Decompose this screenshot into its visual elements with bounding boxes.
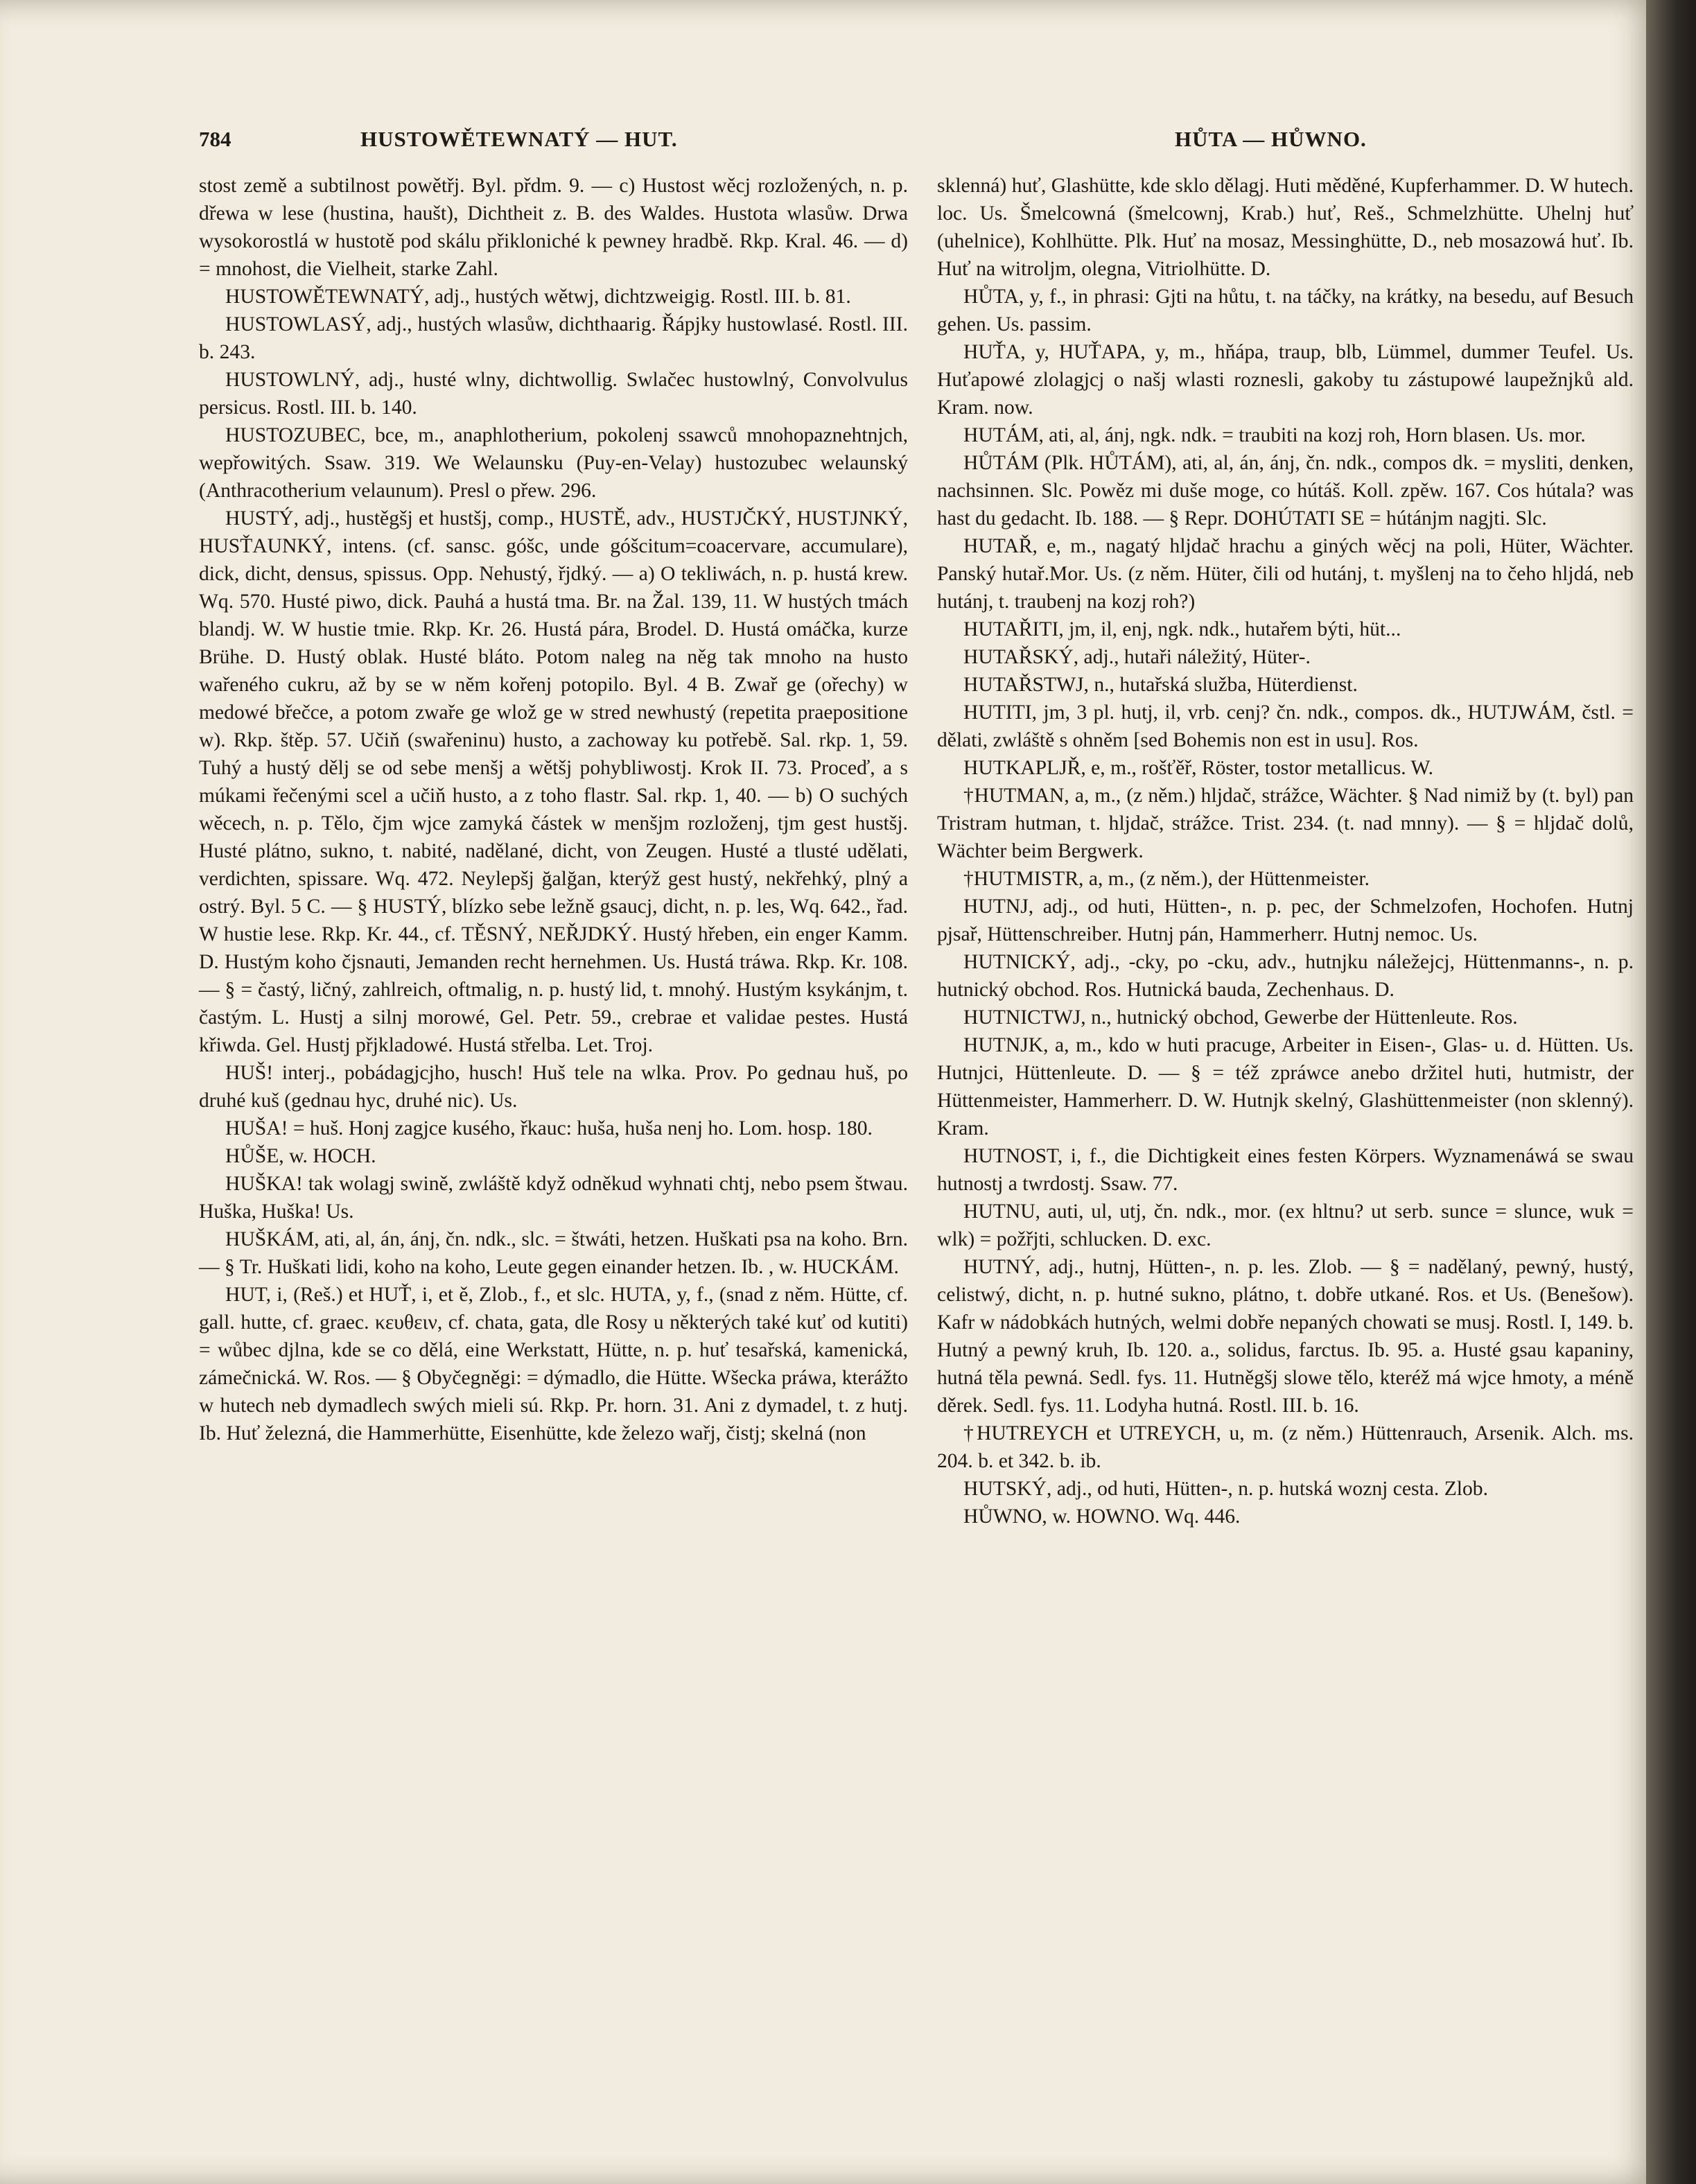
entry-hutam-slc: HŮTÁM (Plk. HŮTÁM), ati, al, án, ánj, čn. ndk., compos dk. = mysliti, denken, nachsinnen. Slc. Powěz mi duše moge, co hútáš. Koll. zpěw. 167. Cos hútala? was hast du gedacht. Ib. 188. — § Repr. DOHÚTATI SE = hútánjm nagjti. Slc.: [937, 452, 1634, 530]
entry-hustowlasy: HUSTOWLASÝ, adj., hustých wlasůw, dichthaarig. Řápjky hustowlasé. Rostl. III. b. 243.: [199, 313, 908, 363]
entry-huse: HŮŠE, w. HOCH.: [225, 1145, 376, 1167]
entry-hutsky: HUTSKÝ, adj., od huti, Hütten-, n. p. hutská woznj cesta. Zlob.: [963, 1478, 1488, 1500]
running-head-right: HŮTA — HŮWNO.: [1175, 127, 1367, 151]
left-column: [199, 172, 908, 1447]
right-column: [937, 172, 1634, 1530]
entry-hutarstwj: HUTAŘSTWJ, n., hutařská služba, Hüterdienst.: [963, 674, 1358, 696]
entry-huska: HUŠKA! tak wolagj swině, zwláště když odněkud wyhnati chtj, nebo psem štwau. Huška, Huška! Us.: [199, 1173, 908, 1223]
entry-hutnictwj: HUTNICTWJ, n., hutnický obchod, Gewerbe der Hüttenleute. Ros.: [963, 1006, 1518, 1029]
entry-hustozubec: HUSTOZUBEC, bce, m., anaphlotherium, pokolenj ssawců mnohopaznehtnjch, wepřowitých. Ssaw. 319. We Welaunsku (Puy-en-Velay) hustozubec welaunský (Anthracotherium velaunum). Presl o přew. 296.: [199, 424, 908, 502]
entry-hus: HUŠ! interj., pobádagjcjho, husch! Huš tele na wlka. Prov. Po gednau huš, po druhé kuš (gednau hyc, druhé nic). Us.: [199, 1062, 908, 1112]
entry-hutam: HUTÁM, ati, al, ánj, ngk. ndk. = traubiti na kozj roh, Horn blasen. Us. mor.: [963, 424, 1586, 446]
entry-hutnicky: HUTNICKÝ, adj., -cky, po -cku, adv., hutnjku náležejcj, Hüttenmanns-, n. p. hutnický obchod. Ros. Hutnická bauda, Zechenhaus. D.: [937, 951, 1634, 1001]
entry-hutny: HUTNÝ, adj., hutnj, Hütten-, n. p. les. Zlob. — § = nadělaný, pewný, hustý, celistwý, dicht, n. p. hutné sukno, plátno, t. dobře utkané. Ros. et Us. (Benešow). Kafr w nádobkách hutných, welmi dobře nepaných chowati se musj. Rostl. I, 149. b. Hutný a pewný kruh, Ib. 120. a., solidus, farctus. Ib. 95. a. Husté gsau kapaniny, hutná těla pewná. Sedl. fys. 11. Hutněgšj slowe tělo, kteréž má wjce hmoty, a méně děrek. Sedl. fys. 11. Lodyha hutná. Rostl. III. b. 16.: [937, 1256, 1634, 1417]
running-head-left: HUSTOWĚTEWNATÝ — HUT.: [360, 127, 678, 151]
entry-hustowetewnaty: HUSTOWĚTEWNATÝ, adj., hustých wětwj, dichtzweigig. Rostl. III. b. 81.: [225, 286, 851, 308]
entry-hutar: HUTAŘ, e, m., nagatý hljdač hrachu a giných wěcj na poli, Hüter, Wächter. Panský hutař.Mor. Us. (z něm. Hüter, čili od hutánj, t. myšlenj na to čeho hljdá, neb hutánj, t. traubenj na kozj roh?): [937, 535, 1634, 613]
entry-huwno: HŮWNO, w. HOWNO. Wq. 446.: [963, 1505, 1241, 1528]
entry-hutman: †HUTMAN, a, m., (z něm.) hljdač, strážce, Wächter. § Nad nimiž by (t. byl) pan Tristram hutman, t. hljdač, strážce. Trist. 234. (t. nad mnny). — § = hljdač dolů, Wächter beim Bergwerk.: [937, 785, 1634, 862]
entry-hutariti: HUTAŘITI, jm, il, enj, ngk. ndk., hutařem býti, hüt...: [963, 618, 1401, 640]
page-number: 784: [199, 127, 231, 151]
entry-hutkaplir: HUTKAPLJŘ, e, m., rošťěř, Röster, tostor metallicus. W.: [963, 757, 1434, 779]
entry-husa: HUŠA! = huš. Honj zagjce kusého, řkauc: huša, huša nenj ho. Lom. hosp. 180.: [225, 1117, 873, 1139]
entry-hut: HUT, i, (Reš.) et HUŤ, i, et ě, Zlob., f., et slc. HUTA, y, f., (snad z něm. Hütte, cf. gall. hutte, cf. graec. κευθειν, cf. chata, gata, dle Rosy u některých také kuť od kutiti) = wůbec djlna, kde se co dělá, eine Werkstatt, Hütte, n. p. huť tesařská, kamenická, zámečnická. W. Ros. — § Obyčegněgi: = dýmadlo, die Hütte. Wšecka práwa, kterážto w hutech neb dymadlech swých mieli sú. Rkp. Pr. horn. 31. Ani z dymadel, t. z hutj. Ib. Huť železná, die Hammerhütte, Eisenhütte, kde železo wařj, čistj; skelná (non: [199, 1284, 908, 1444]
entry-huta: HŮTA, y, f., in phrasi: Gjti na hůtu, t. na táčky, na krátky, na besedu, auf Besuch gehen. Us. passim.: [937, 286, 1634, 335]
entry-hustowlny: HUSTOWLNÝ, adj., husté wlny, dichtwollig. Swlačec hustowlný, Convolvulus persicus. Rostl. III. b. 140.: [199, 369, 908, 419]
entry-hutarsky: HUTAŘSKÝ, adj., hutaři náležitý, Hüter-.: [963, 646, 1311, 668]
entry-hutapa: HUŤA, y, HUŤAPA, y, m., hňápa, traup, blb, Lümmel, dummer Teufel. Us. Huťapowé zlolagjcj o našj wlasti roznesli, gakoby tu zástupowé laupežnjků ald. Kram. now.: [937, 341, 1634, 419]
entry-hutmistr: †HUTMISTR, a, m., (z něm.), der Hüttenmeister.: [963, 868, 1370, 890]
entry-hutiti: HUTITI, jm, 3 pl. hutj, il, vrb. cenj? čn. ndk., compos. dk., HUTJWÁM, čstl. = dělati, zwláště s ohněm [sed Bohemis non est in usu]. Ros.: [937, 701, 1634, 751]
entry-hutnost: HUTNOST, i, f., die Dichtigkeit eines festen Körpers. Wyznamenáwá se swau hutnostj a twrdostj. Ssaw. 77.: [937, 1145, 1634, 1195]
entry-continuation: sklenná) huť, Glashütte, kde sklo dělagj. Huti měděné, Kupferhammer. D. W hutech. loc. Us. Šmelcowná (šmelcownj, Krab.) huť, Reš., Schmelzhütte. Uhelnj huť (uhelnice), Kohlhütte. Plk. Huť na mosaz, Messinghütte, D., neb mosazowá huť. Ib. Huť na witroljm, olegna, Vitriolhütte. D.: [937, 175, 1634, 280]
entry-huskam: HUŠKÁM, ati, al, án, ánj, čn. ndk., slc. = štwáti, hetzen. Huškati psa na koho. Brn. — § Tr. Huškati lidi, koho na koho, Leute gegen einander hetzen. Ib. , w. HUCKÁM.: [199, 1228, 908, 1278]
entry-continuation: stost země a subtilnost powětřj. Byl. přdm. 9. — c) Hustost wěcj rozložených, n. p. dřewa w lese (hustina, haušt), Dichtheit z. B. des Waldes. Hustota wlasůw. Drwa wysokorostlá w hustotě pod skálu přikloniché k pewney hradbě. Rkp. Kral. 46. — d) = mnohost, die Vielheit, starke Zahl.: [199, 175, 908, 280]
entry-husty: HUSTÝ, adj., hustěgšj et hustšj, comp., HUSTĚ, adv., HUSTJČKÝ, HUSTJNKÝ, HUSŤAUNKÝ, intens. (cf. sansc. góšc, unde góšcitum=coacervare, accumulare), dick, dicht, densus, spissus. Opp. Nehustý, řjdký. — a) O tekliwách, n. p. hustá krew. Wq. 570. Husté piwo, dick. Pauhá a hustá tma. Br. na Žal. 139, 11. W hustých tmách blandj. W. W hustie tmie. Rkp. Kr. 26. Hustá pára, Brodel. D. Hustá omáčka, kurze Brühe. D. Hustý oblak. Husté bláto. Potom naleg na něg tak mnoho na husto wařeného cukru, až by se w něm kořenj potopilo. Byl. 4 B. Zwař ge (ořechy) w medowé břečce, a potom zwaře ge wlož ge w stred newhustý (repetita praepositione w). Rkp. štěp. 57. Učiň (swařeninu) husto, a zachoway ku potřebě. Sal. rkp. 1, 59. Tuhý a hustý dělj se od sebe menšj a wětšj pohybliwostj. Krok II. 73. Proceď, a s múkami řečenými scel a učiň husto, a z toho flastr. Sal. rkp. 1, 40. — b) O suchých wěcech, n. p. Tělo, čjm wjce zamyká částek w menšjm rozloženj, tjm gest hustšj. Husté plátno, sukno, t. nabité, nadělané, dicht, von Zeugen. Husté a tlusté udělati, verdichten, spissare. Wq. 472. Neylepšj ğalğan, kterýž gest hustý, nekřehký, plný a ostrý. Byl. 5 C. — § HUSTÝ, blízko sebe ležně gsaucj, dicht, n. p. les, Wq. 642., řad. W hustie lese. Rkp. Kr. 44., cf. TĚSNÝ, NEŘJDKÝ. Hustý hřeben, ein enger Kamm. D. Hustým koho čjsnauti, Jemanden recht hernehmen. Us. Hustá tráwa. Rkp. Kr. 108. — § = častý, ličný, zahlreich, oftmalig, n. p. hustý lid, t. mnohý. Hustým ksykánjm, t. častým. L. Hustj a silnj morowé, Gel. Petr. 59., crebrae et validae pestes. Hustá křiwda. Gel. Hustj přjkladowé. Hustá střelba. Let. Troj.: [199, 507, 908, 1056]
entry-hutnj: HUTNJ, adj., od huti, Hütten-, n. p. pec, der Schmelzofen, Hochofen. Hutnj pjsař, Hüttenschreiber. Hutnj pán, Hammerherr. Hutnj nemoc. Us.: [937, 896, 1634, 945]
entry-hutreych: †HUTREYCH et UTREYCH, u, m. (z něm.) Hüttenrauch, Arsenik. Alch. ms. 204. b. et 342. b. ib.: [937, 1422, 1634, 1472]
entry-hutnjk: HUTNJK, a, m., kdo w huti pracuge, Arbeiter in Eisen-, Glas- u. d. Hütten. Us. Hutnjci, Hüttenleute. D. — § = též zpráwce anebo držitel huti, hutmistr, der Hüttenmeister, Hammerherr. D. W. Hutnjk skelný, Glashüttenmeister (non sklenný). Kram.: [937, 1034, 1634, 1139]
entry-hutnu: HUTNU, auti, ul, utj, čn. ndk., mor. (ex hltnu? ut serb. sunce = slunce, wuk = wlk) = požřjti, schlucken. D. exc.: [937, 1200, 1634, 1250]
book-spine-shadow: [1646, 0, 1696, 2184]
